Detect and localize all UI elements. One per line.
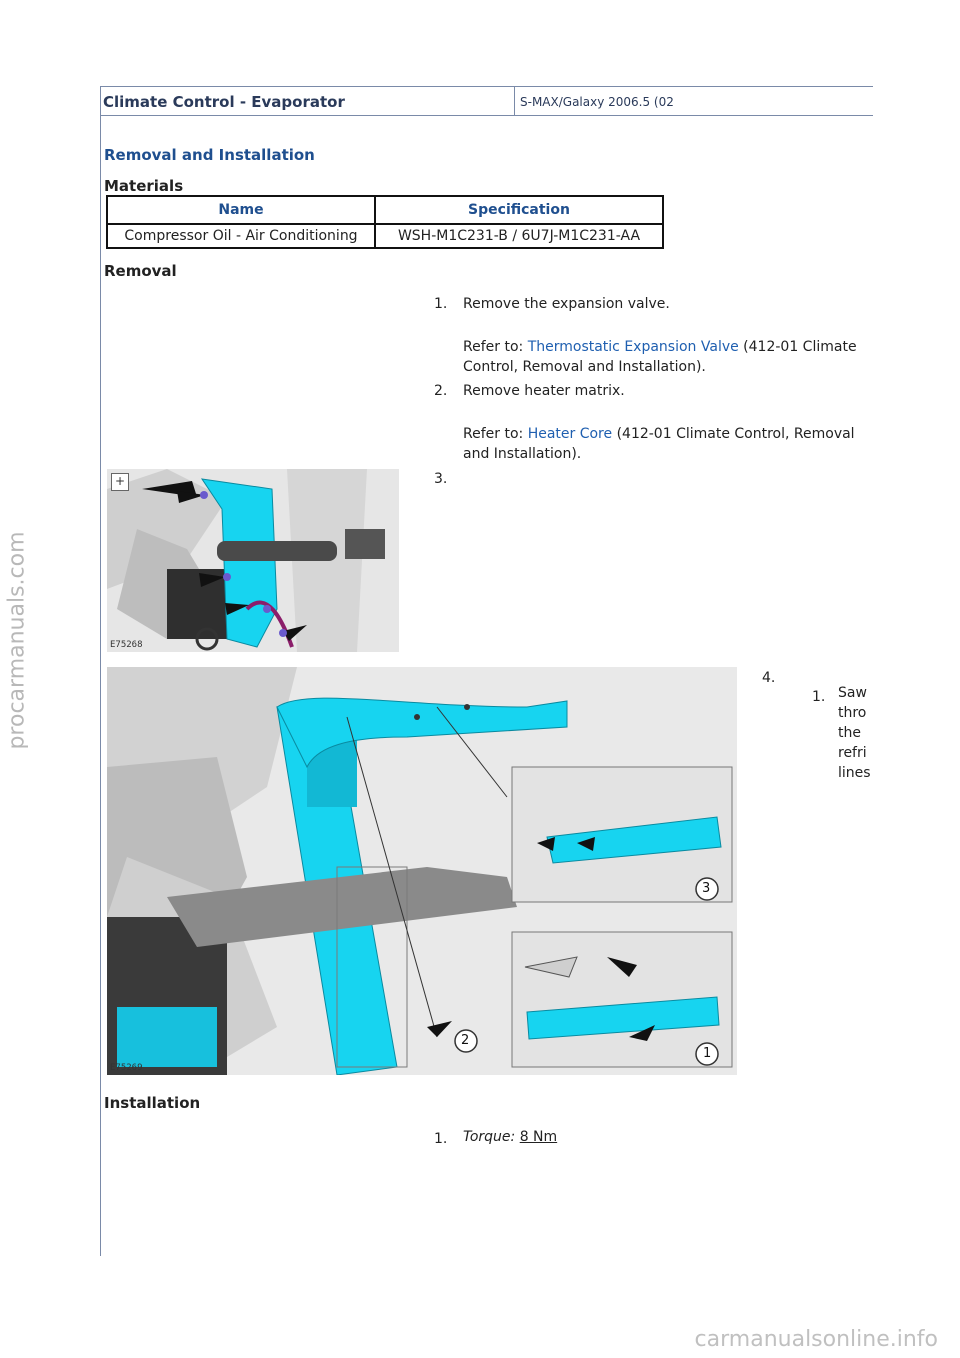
substep-line: Saw bbox=[838, 685, 867, 701]
removal-step-2-reference bbox=[463, 424, 873, 464]
ref-prefix: Refer to: bbox=[463, 426, 528, 442]
materials-header-row bbox=[107, 196, 663, 224]
heater-core-link[interactable]: Heater Core bbox=[527, 426, 613, 442]
removal-step-4-substep-number: 1. bbox=[812, 689, 826, 705]
figure-code: E75268 bbox=[110, 640, 143, 650]
ref-prefix: Refer to: bbox=[463, 339, 528, 355]
callout-2: 2 bbox=[461, 1033, 470, 1048]
figure-e75268[interactable] bbox=[107, 469, 399, 652]
materials-table bbox=[106, 195, 664, 249]
zoom-icon[interactable]: + bbox=[111, 473, 129, 491]
side-watermark: procarmanuals.com bbox=[4, 530, 30, 750]
materials-header-spec: Specification bbox=[375, 196, 663, 224]
callout-1: 1 bbox=[703, 1046, 712, 1061]
removal-step-1-text: Remove the expansion valve. bbox=[463, 296, 670, 312]
removal-step-3-number: 3. bbox=[434, 471, 448, 487]
substep-line: refri bbox=[838, 745, 867, 761]
bottom-watermark: carmanualsonline.info bbox=[694, 1327, 938, 1352]
ref-suffix: (412-01 Climate Control, Removal and Installation). bbox=[463, 426, 855, 462]
materials-header-name: Name bbox=[107, 196, 375, 224]
torque-label: Torque: bbox=[463, 1129, 516, 1145]
figure-e75269-illustration bbox=[107, 667, 737, 1075]
material-name: Compressor Oil - Air Conditioning bbox=[107, 224, 375, 248]
figure-e75269[interactable] bbox=[107, 667, 737, 1075]
callout-3: 3 bbox=[702, 881, 711, 896]
substep-line: thro bbox=[838, 705, 867, 721]
page-title: Climate Control - Evaporator bbox=[103, 93, 345, 111]
removal-step-2-text: Remove heater matrix. bbox=[463, 383, 625, 399]
table-row bbox=[107, 224, 663, 248]
installation-title: Installation bbox=[104, 1094, 201, 1112]
installation-step-1-torque bbox=[463, 1129, 557, 1145]
thermostatic-expansion-valve-link[interactable]: Thermostatic Expansion Valve bbox=[527, 339, 739, 355]
removal-step-2-number: 2. bbox=[434, 383, 448, 399]
removal-step-4-substep-text bbox=[838, 683, 873, 783]
ref-suffix: (412-01 Climate Control, Removal and Installation). bbox=[463, 339, 857, 375]
substep-line: lines bbox=[838, 765, 871, 781]
left-rule bbox=[100, 86, 101, 1256]
header-divider bbox=[514, 87, 515, 115]
section-title: Removal and Installation bbox=[104, 146, 315, 164]
figure-code: E75269 bbox=[110, 1063, 143, 1073]
materials-title: Materials bbox=[104, 177, 184, 195]
removal-step-4-number: 4. bbox=[762, 670, 776, 686]
substep-line: the bbox=[838, 725, 861, 741]
removal-step-1-reference bbox=[463, 337, 873, 377]
removal-title: Removal bbox=[104, 262, 177, 280]
figure-e75268-illustration bbox=[107, 469, 399, 652]
material-spec: WSH-M1C231-B / 6U7J-M1C231-AA bbox=[375, 224, 663, 248]
torque-value[interactable]: 8 Nm bbox=[519, 1129, 558, 1145]
model-label: S-MAX/Galaxy 2006.5 (02 bbox=[520, 95, 674, 109]
page-header bbox=[100, 86, 873, 116]
removal-step-1-number: 1. bbox=[434, 296, 448, 312]
installation-step-1-number: 1. bbox=[434, 1131, 448, 1147]
